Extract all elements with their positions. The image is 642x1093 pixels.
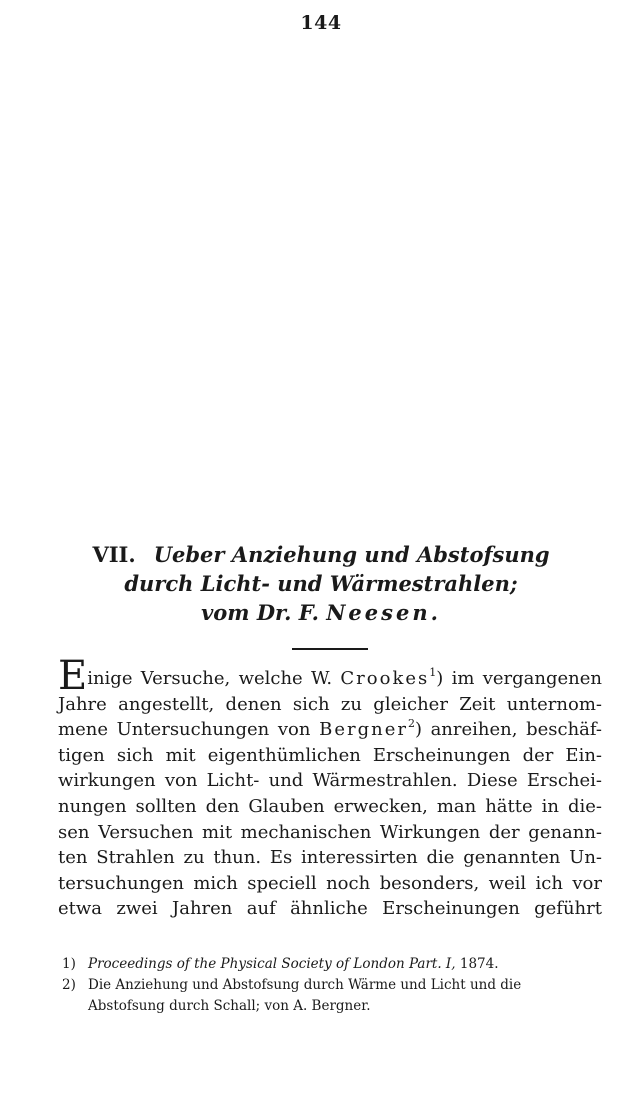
article-number: VII. [92, 542, 136, 567]
author-crookes: Crookes [340, 668, 430, 689]
title-line-2: durch Licht- und Wärmestrahlen; [124, 571, 518, 596]
footnote-2-number: 2) [62, 977, 76, 993]
footnote-2-line-1: Die Anziehung und Abstofsung durch Wärme und Licht und die [88, 977, 522, 993]
body-line-6: nungen sollten den Glauben erwecken, man hätte in die- [58, 795, 602, 817]
body-line-3-text-b: ) anreihen, beschäf- [414, 719, 602, 741]
footnotes [62, 954, 602, 1017]
title-line-3 [0, 598, 642, 627]
footnote-ref-1: 1 [429, 666, 437, 679]
body-line-5: wirkungen von Licht- und Wärmestrahlen. Diese Erschei- [58, 770, 602, 792]
footnote-ref-2: 2 [407, 717, 415, 731]
footnote-1-year: 1874. [459, 956, 499, 972]
body-line-9: tersuchungen mich speciell noch besonders, weil ich vor [58, 872, 602, 894]
title-text-1: Ueber Anziehung und Abstofsung [153, 542, 550, 567]
body-line-3 [58, 717, 602, 743]
footnote-1-number: 1) [62, 956, 76, 972]
author-prefix: vom Dr. F. [201, 600, 319, 625]
body-line-7: sen Versuchen mit mechanischen Wirkungen der genann- [58, 821, 602, 843]
footnote-2-line-2: Abstofsung durch Schall; von A. Bergner. [88, 998, 371, 1014]
title-divider [292, 648, 368, 650]
body-line-4: tigen sich mit eigenthümlichen Erscheinungen der Ein- [58, 744, 602, 766]
body-line-8: ten Strahlen zu thun. Es interessirten die genannten Un- [58, 847, 602, 869]
article-title [0, 540, 642, 627]
body-line-2: Jahre angestellt, denen sich zu gleicher Zeit unternom- [58, 693, 602, 715]
body-line-1-text-b: ) im vergangenen [436, 668, 602, 689]
page-number: 144 [300, 12, 342, 34]
body-line-10: etwa zwei Jahren auf ähnliche Erscheinungen geführt [58, 898, 602, 920]
footnote-2 [62, 975, 602, 996]
title-line-1 [0, 540, 642, 569]
author-name: Neesen. [326, 600, 441, 625]
author-bergner: Bergner [319, 719, 408, 741]
drop-cap: E [58, 653, 88, 699]
body-paragraph [58, 653, 602, 922]
body-line-1 [58, 653, 602, 699]
footnote-1 [62, 954, 602, 975]
footnote-1-source: Proceedings of the Physical Society of London Part. I, [88, 956, 456, 972]
body-line-3-text-a: mene Untersuchungen von [58, 719, 311, 741]
body-line-1-text-a: inige Versuche, welche W. [87, 668, 333, 689]
